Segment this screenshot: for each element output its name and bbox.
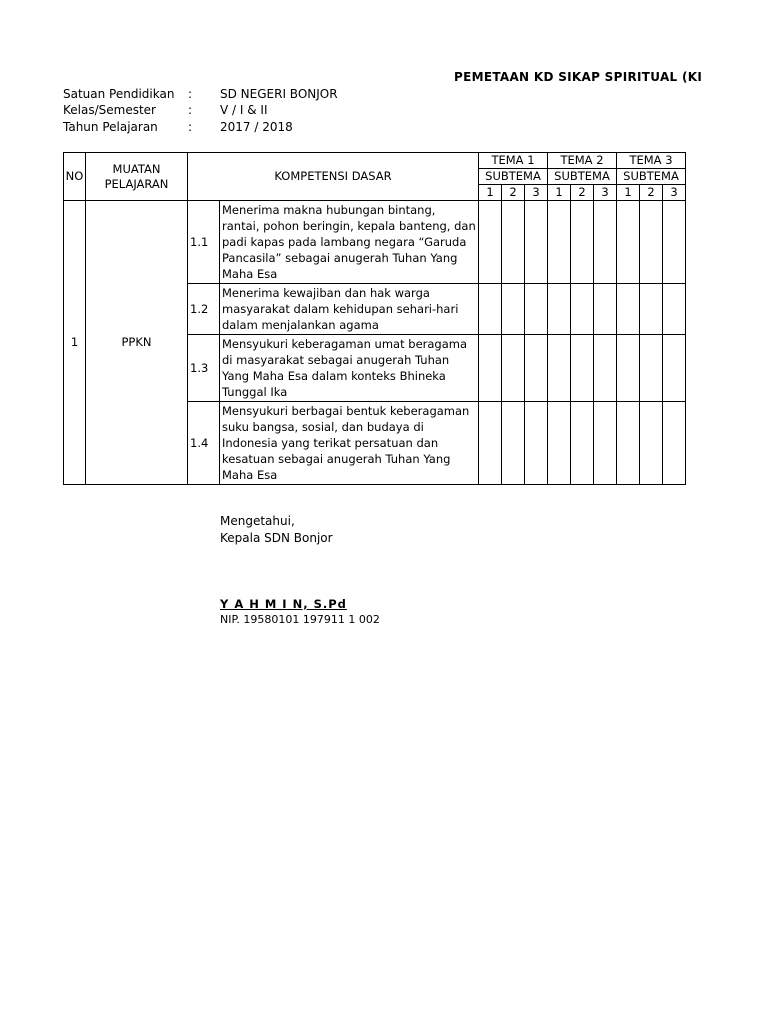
check-cell <box>640 284 663 335</box>
info-value: 2017 / 2018 <box>220 120 293 134</box>
subtema-number: 3 <box>525 185 548 201</box>
kd-text: Menerima makna hubungan bintang, rantai, pohon beringin, kepala banteng, dan padi kapas pada lambang negara “Garuda Pancasila” sebagai anugerah Tuhan Yang Maha Esa <box>220 201 479 284</box>
kd-mapping-table <box>63 152 686 485</box>
check-cell <box>663 201 686 284</box>
subtema-number: 1 <box>479 185 502 201</box>
check-cell <box>525 335 548 402</box>
kd-text: Mensyukuri berbagai bentuk keberagaman suku bangsa, sosial, dan budaya di Indonesia yang terikat persatuan dan kesatuan sebagai anugerah Tuhan Yang Maha Esa <box>220 402 479 485</box>
check-cell <box>571 402 594 485</box>
check-cell <box>548 402 571 485</box>
subtema-number: 1 <box>617 185 640 201</box>
check-cell <box>571 201 594 284</box>
check-cell <box>594 284 617 335</box>
check-cell <box>525 402 548 485</box>
document-title: PEMETAAN KD SIKAP SPIRITUAL (KI <box>454 70 703 84</box>
info-colon: : <box>188 87 193 101</box>
header-tema-3: TEMA 3 <box>617 153 686 169</box>
check-cell <box>640 201 663 284</box>
check-cell <box>548 335 571 402</box>
info-value: V / I & II <box>220 103 268 117</box>
subtema-number: 2 <box>502 185 525 201</box>
subtema-number: 3 <box>594 185 617 201</box>
header-no: NO <box>64 153 86 201</box>
check-cell <box>525 201 548 284</box>
check-cell <box>617 335 640 402</box>
check-cell <box>594 335 617 402</box>
info-colon: : <box>188 120 193 134</box>
header-subtema: SUBTEMA <box>548 169 617 185</box>
check-cell <box>640 335 663 402</box>
info-value: SD NEGERI BONJOR <box>220 87 338 101</box>
check-cell <box>548 201 571 284</box>
info-label: Tahun Pelajaran <box>63 120 158 134</box>
check-cell <box>594 201 617 284</box>
check-cell <box>571 284 594 335</box>
subtema-number: 1 <box>548 185 571 201</box>
kd-text: Menerima kewajiban dan hak warga masyarakat dalam kehidupan sehari-hari dalam menjalankan agama <box>220 284 479 335</box>
check-cell <box>663 284 686 335</box>
header-muatan: MUATAN PELAJARAN <box>86 153 188 201</box>
header-subtema: SUBTEMA <box>617 169 686 185</box>
subtema-number: 2 <box>640 185 663 201</box>
check-cell <box>502 284 525 335</box>
row-muatan: PPKN <box>86 201 188 485</box>
signature-nip: NIP. 19580101 197911 1 002 <box>220 613 380 626</box>
signature-line-1: Mengetahui, <box>220 514 295 528</box>
kd-number: 1.2 <box>188 284 220 335</box>
signature-name: Y A H M I N, S.Pd <box>220 597 347 611</box>
info-label: Satuan Pendidikan <box>63 87 175 101</box>
check-cell <box>594 402 617 485</box>
header-subtema: SUBTEMA <box>479 169 548 185</box>
check-cell <box>617 284 640 335</box>
check-cell <box>479 402 502 485</box>
check-cell <box>571 335 594 402</box>
check-cell <box>640 402 663 485</box>
table-row <box>64 201 686 284</box>
subtema-number: 3 <box>663 185 686 201</box>
check-cell <box>479 284 502 335</box>
kd-number: 1.3 <box>188 335 220 402</box>
signature-line-2: Kepala SDN Bonjor <box>220 531 333 545</box>
check-cell <box>663 335 686 402</box>
check-cell <box>617 402 640 485</box>
check-cell <box>663 402 686 485</box>
kd-text: Mensyukuri keberagaman umat beragama di masyarakat sebagai anugerah Tuhan Yang Maha Esa dalam konteks Bhineka Tunggal Ika <box>220 335 479 402</box>
subtema-number: 2 <box>571 185 594 201</box>
row-no: 1 <box>64 201 86 485</box>
info-label: Kelas/Semester <box>63 103 156 117</box>
check-cell <box>479 201 502 284</box>
check-cell <box>548 284 571 335</box>
check-cell <box>502 201 525 284</box>
check-cell <box>617 201 640 284</box>
header-tema-2: TEMA 2 <box>548 153 617 169</box>
kd-number: 1.4 <box>188 402 220 485</box>
kd-number: 1.1 <box>188 201 220 284</box>
header-tema-1: TEMA 1 <box>479 153 548 169</box>
check-cell <box>479 335 502 402</box>
info-colon: : <box>188 103 193 117</box>
check-cell <box>525 284 548 335</box>
check-cell <box>502 335 525 402</box>
header-kompetensi-dasar: KOMPETENSI DASAR <box>188 153 479 201</box>
check-cell <box>502 402 525 485</box>
